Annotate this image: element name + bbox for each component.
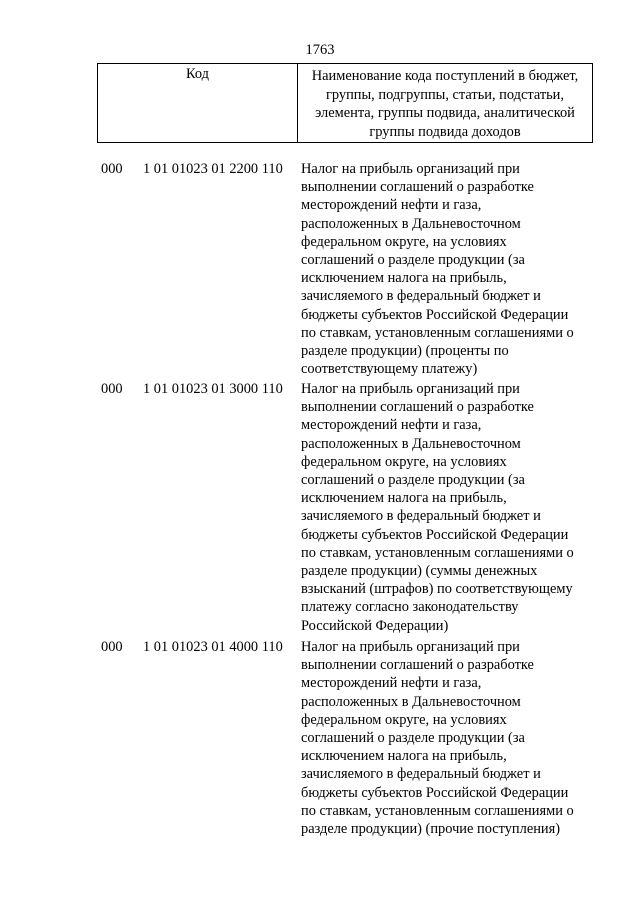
revenue-code: 1 01 01023 01 3000 110 bbox=[143, 381, 283, 397]
revenue-description: Налог на прибыль организаций при выполнении соглашений о разработке месторождений нефти и газа, расположенных в Дальневосточном федеральном округе, на условиях соглашений о разделе продукции (за исключением налога на прибыль, зачисляемого в федеральный бюджет и бюджеты субъектов Российской Федерации по ставкам, установленным соглашениями о разделе продукции) (суммы денежных взысканий (штрафов) по соответствующему платежу согласно законодательству Российской Федерации) bbox=[301, 381, 574, 634]
admin-code: 000 bbox=[101, 161, 123, 177]
header-name-column: Наименование кода поступлений в бюджет, группы, подгруппы, статьи, подстатьи, элемента, группы подвида, аналитической группы подвида доходов bbox=[311, 68, 579, 140]
revenue-description: Налог на прибыль организаций при выполнении соглашений о разработке месторождений нефти и газа, расположенных в Дальневосточном федеральном округе, на условиях соглашений о разделе продукции (за исключением налога на прибыль, зачисляемого в федеральный бюджет и бюджеты субъектов Российской Федерации по ставкам, установленным соглашениями о разделе продукции) (проценты по соответствующему платежу) bbox=[301, 161, 574, 378]
admin-code: 000 bbox=[101, 639, 123, 655]
admin-code: 000 bbox=[101, 381, 123, 397]
table-header bbox=[97, 63, 593, 143]
revenue-code: 1 01 01023 01 2200 110 bbox=[143, 161, 283, 177]
page-number: 1763 bbox=[305, 42, 335, 58]
header-code-column: Код bbox=[98, 64, 298, 142]
revenue-code: 1 01 01023 01 4000 110 bbox=[143, 639, 283, 655]
revenue-description: Налог на прибыль организаций при выполнении соглашений о разработке месторождений нефти и газа, расположенных в Дальневосточном федеральном округе, на условиях соглашений о разделе продукции (за исключением налога на прибыль, зачисляемого в федеральный бюджет и бюджеты субъектов Российской Федерации по ставкам, установленным соглашениями о разделе продукции) (прочие поступления) bbox=[301, 639, 574, 838]
